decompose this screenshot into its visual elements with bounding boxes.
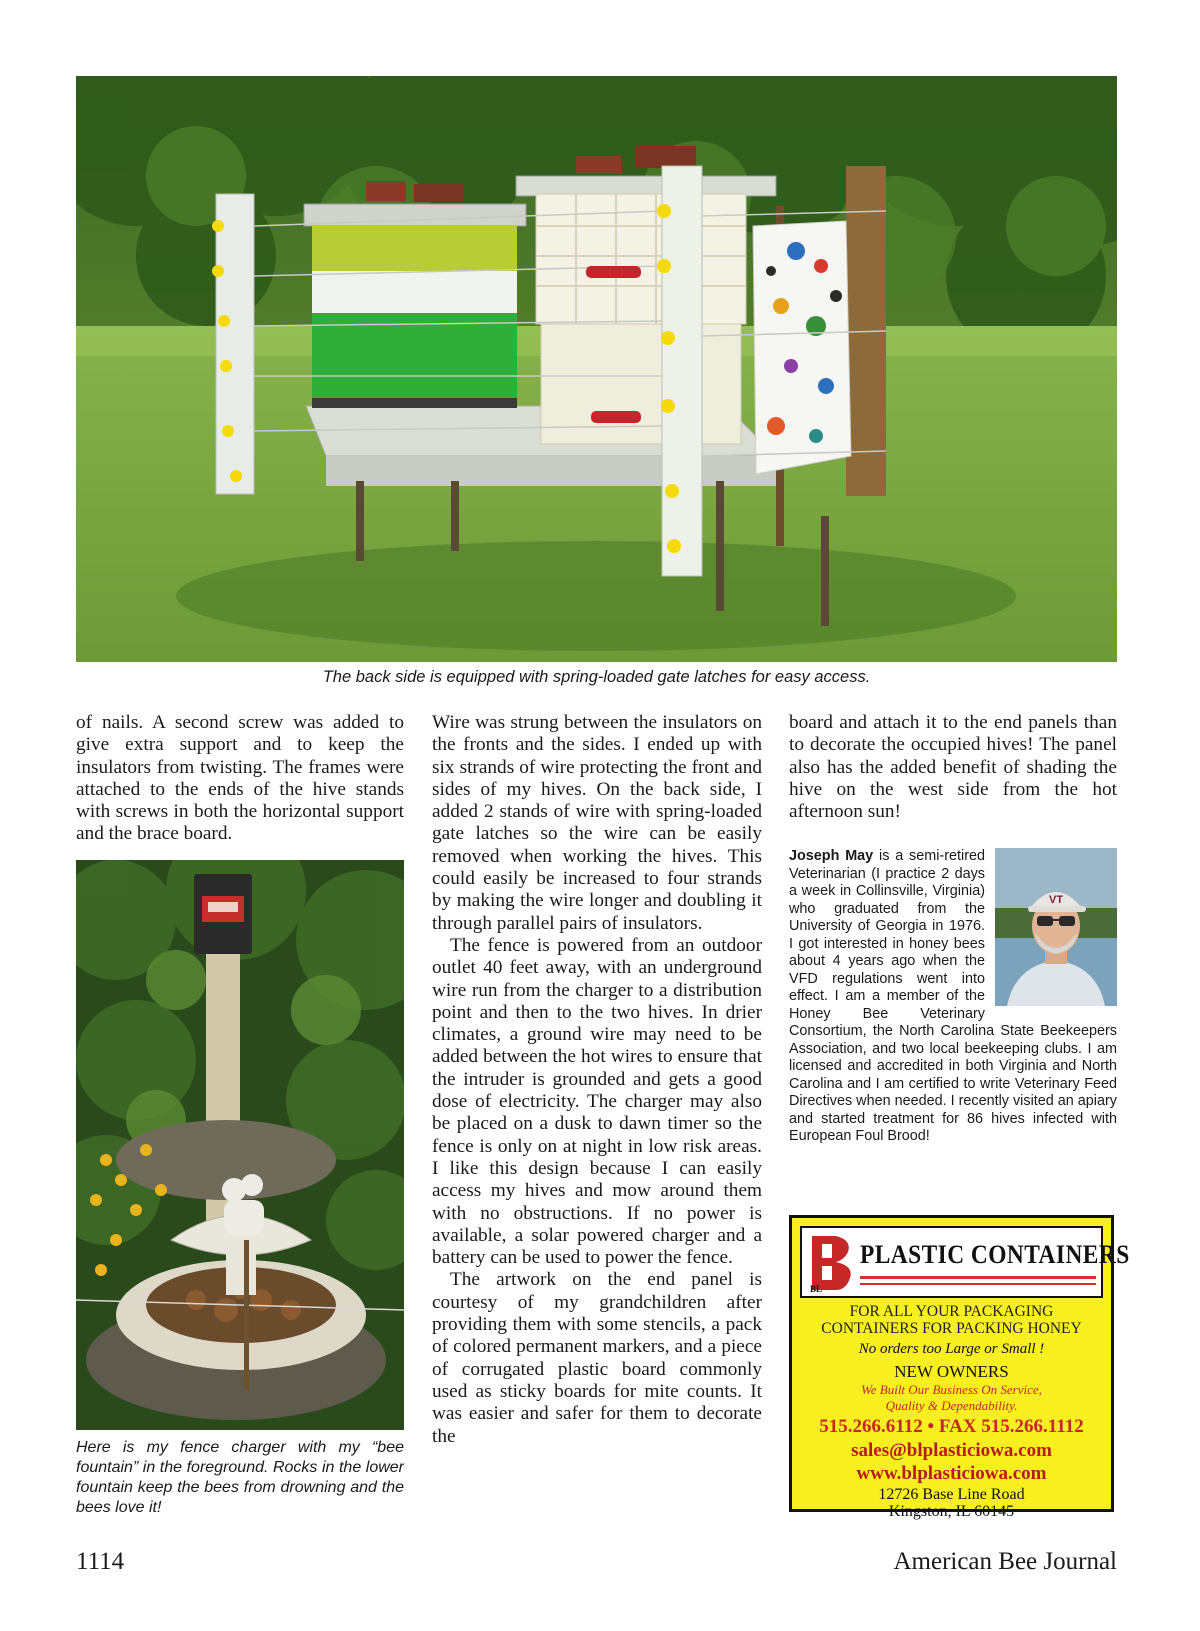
ad-logo-banner	[800, 1226, 1130, 1298]
bl-logo-icon	[808, 1232, 868, 1294]
article-column-1	[76, 712, 404, 846]
author-bio-text: is a semi-retired Veterinarian (I practice 2 days a week in Collinsville, Virginia) who graduated from the University of Georgia in 1976. I got interested in honey bees about 4 years ago when the VFD regulations went into effect. I am a member of the Honey Bee Veterinary Consortium, the North Carolina State Beekeepers Association, and two local beekeeping clubs. I am licensed and accredited in both Virginia and North Carolina and I am certified to write Veterinary Feed Directives when needed. I recently visited an apiary and started treatment for 86 hives infected with European Foul Brood!	[789, 848, 1117, 1144]
ad-title: PLASTIC CONTAINERS	[860, 1240, 1130, 1269]
fence-charger-illustration	[76, 860, 404, 1430]
author-name: Joseph May	[789, 848, 874, 864]
journal-name: American Bee Journal	[893, 1548, 1117, 1575]
article-column-3	[789, 712, 1117, 823]
paragraph: The fence is powered from an outdoor outlet 40 feet away, with an underground wire run from the charger to a distribution point and then to the two hives. In drier climates, a ground wire may need to be added between the hot wires to ensure that the intruder is grounded and gets a good dose of electricity. The charger may also be placed on a dusk to dawn timer so the fence is only on at night in low risk areas. I like this design because I can easily access my hives and mow around them with no obstructions. If no power is available, a solar powered charger and a battery can be used to power the fence.	[432, 934, 762, 1269]
ad-rule	[860, 1283, 1096, 1285]
bl-plastic-containers-ad[interactable]	[789, 1215, 1130, 1520]
author-portrait-illustration	[995, 848, 1117, 1006]
paragraph: The artwork on the end panel is courtesy of my grandchildren after providing them with some stencils, a pack of colored permanent markers, and a piece of corrugated plastic board commonly used as sticky boards for mite counts. It was easier and safer for them to decorate the	[432, 1269, 762, 1447]
page-number: 1114	[76, 1548, 125, 1575]
author-portrait	[995, 848, 1117, 1006]
beehive-fence-photo	[76, 76, 1117, 662]
cap-logo: VT	[1049, 894, 1064, 906]
ad-tagline: CONTAINERS FOR PACKING HONEY	[821, 1320, 1082, 1337]
paragraph: of nails. A second screw was added to give extra support and to keep the insulators from twisting. The frames were attached to the ends of the hive stands with screws in both the horizontal support and the brace board.	[76, 712, 404, 845]
ad-rule	[860, 1276, 1096, 1279]
ad-logo-letters: BL	[810, 1284, 823, 1294]
ad-new-owners: NEW OWNERS	[894, 1362, 1009, 1381]
article-column-2	[432, 712, 762, 1448]
ad-address: Kingston, IL 60145	[888, 1503, 1015, 1520]
paragraph: board and attach it to the end panels than to decorate the occupied hives! The panel also has the added benefit of shading the hive on the west side from the hot afternoon sun!	[789, 712, 1117, 823]
ad-slogan: Quality & Dependability.	[885, 1398, 1018, 1413]
author-bio	[789, 848, 1117, 1146]
beehive-fence-illustration	[76, 76, 1117, 662]
ad-slogan: We Built Our Business On Service,	[861, 1382, 1042, 1397]
ad-email[interactable]: sales@blplasticiowa.com	[851, 1440, 1052, 1461]
charger-photo-caption: Here is my fence charger with my “bee fountain” in the foreground. Rocks in the lower fountain keep the bees from drowning and the bees love it!	[76, 1439, 404, 1516]
ad-tagline: FOR ALL YOUR PACKAGING	[849, 1303, 1054, 1320]
ad-address: 12726 Base Line Road	[878, 1486, 1025, 1503]
ad-phone[interactable]: 515.266.6112 • FAX 515.266.1112	[819, 1416, 1084, 1437]
ad-order-note: No orders too Large or Small !	[858, 1341, 1045, 1357]
paragraph: Wire was strung between the insulators on the fronts and the sides. I ended up with six strands of wire protecting the front and sides of my hives. On the back side, I added 2 stands of wire with spring-loaded gate latches so the wire can be easily removed when working the hives. This could easily be increased to four strands by making the wire longer and doubling it through parallel pairs of insulators.	[432, 712, 762, 934]
ad-website[interactable]: www.blplasticiowa.com	[856, 1463, 1047, 1484]
top-photo-caption: The back side is equipped with spring-loaded gate latches for easy access.	[322, 668, 871, 686]
fence-charger-photo	[76, 860, 404, 1430]
